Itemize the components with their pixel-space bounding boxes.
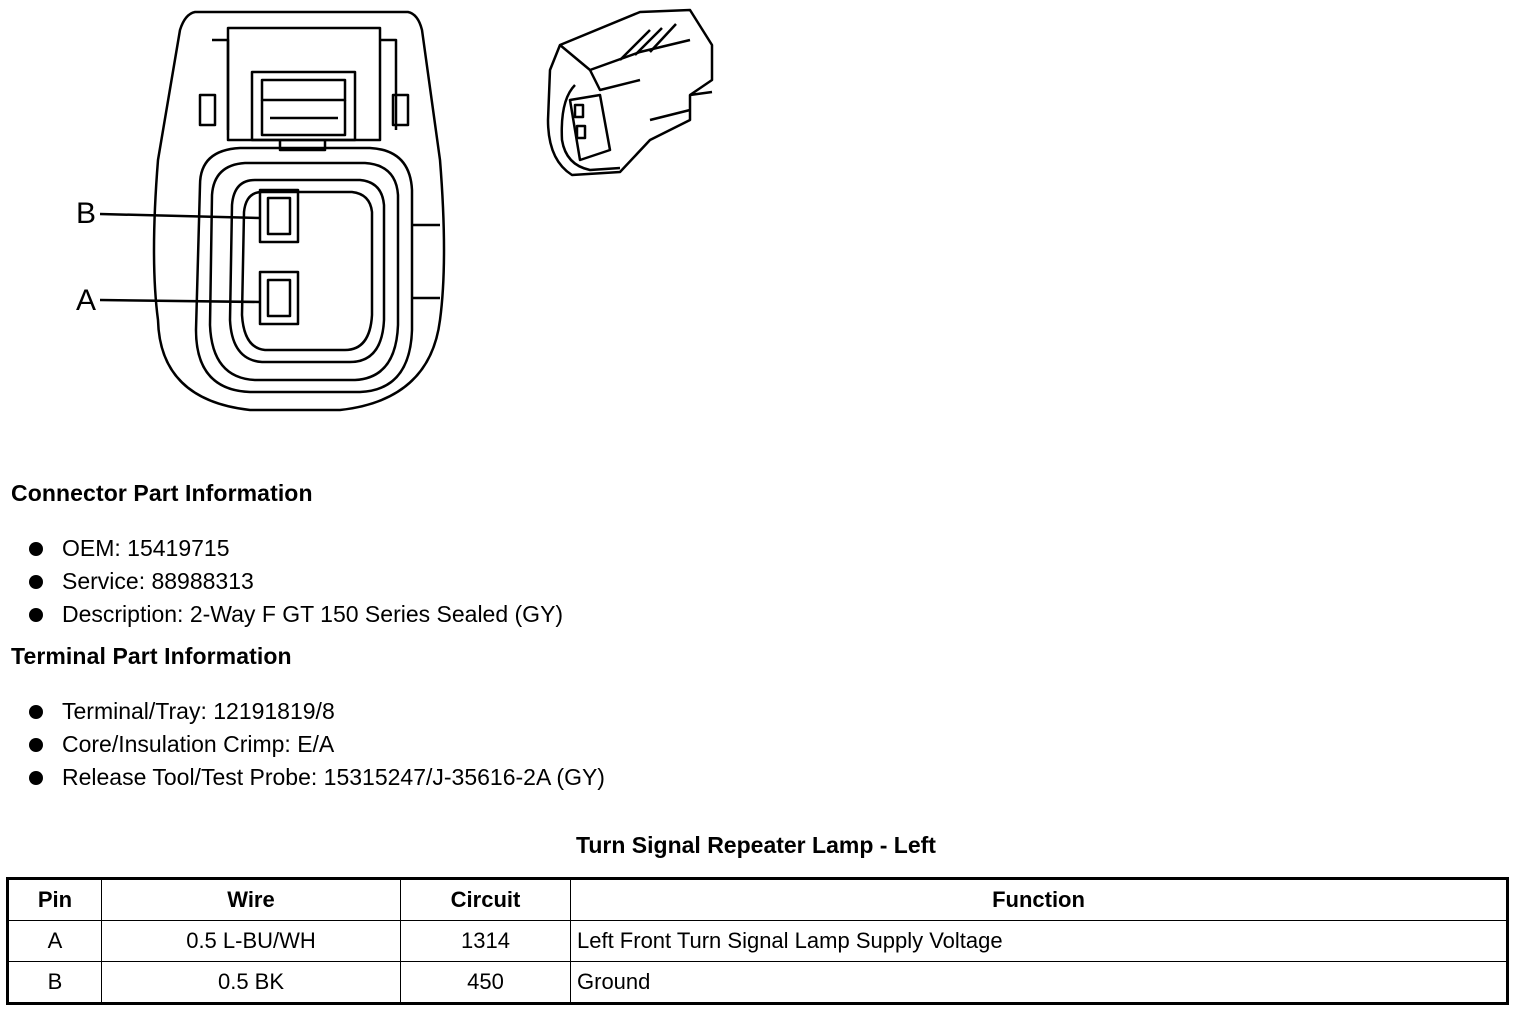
list-item: Service: 88988313 — [0, 565, 563, 598]
bullet-icon — [29, 608, 43, 622]
bullet-icon — [29, 575, 43, 589]
pin-a-leader-line — [100, 300, 260, 302]
cell-wire: 0.5 BK — [102, 962, 401, 1004]
pin-label-b: B — [76, 197, 97, 230]
list-item: Terminal/Tray: 12191819/8 — [0, 695, 605, 728]
column-header-wire: Wire — [102, 879, 401, 921]
connector-face-diagram — [0, 0, 720, 430]
table-row — [8, 921, 1508, 962]
pin-label-a: A — [76, 284, 97, 317]
bullet-icon — [29, 542, 43, 556]
cell-function: Left Front Turn Signal Lamp Supply Voltage — [571, 921, 1508, 962]
terminal-heading: Terminal Part Information — [11, 643, 292, 669]
list-item: OEM: 15419715 — [0, 532, 563, 565]
column-header-function: Function — [571, 879, 1508, 921]
connector-info-list — [0, 532, 563, 631]
cell-pin: A — [8, 921, 102, 962]
cell-function: Ground — [571, 962, 1508, 1004]
list-item: Release Tool/Test Probe: 15315247/J-35616-2A (GY) — [0, 761, 605, 794]
pinout-table — [6, 877, 1509, 1005]
cell-wire: 0.5 L-BU/WH — [102, 921, 401, 962]
bullet-icon — [29, 705, 43, 719]
list-item: Core/Insulation Crimp: E/A — [0, 728, 605, 761]
list-item: Description: 2-Way F GT 150 Series Sealed (GY) — [0, 598, 563, 631]
bullet-icon — [29, 738, 43, 752]
column-header-pin: Pin — [8, 879, 102, 921]
cell-pin: B — [8, 962, 102, 1004]
pin-b-leader-line — [100, 214, 260, 218]
bullet-icon — [29, 771, 43, 785]
table-row — [8, 962, 1508, 1004]
connector-heading: Connector Part Information — [11, 480, 313, 506]
connector-3d-view — [548, 10, 712, 175]
table-header-row — [8, 879, 1508, 921]
cell-circuit: 1314 — [401, 921, 571, 962]
table-title: Turn Signal Repeater Lamp - Left — [576, 832, 936, 858]
cell-circuit: 450 — [401, 962, 571, 1004]
terminal-info-list — [0, 695, 605, 794]
column-header-circuit: Circuit — [401, 879, 571, 921]
